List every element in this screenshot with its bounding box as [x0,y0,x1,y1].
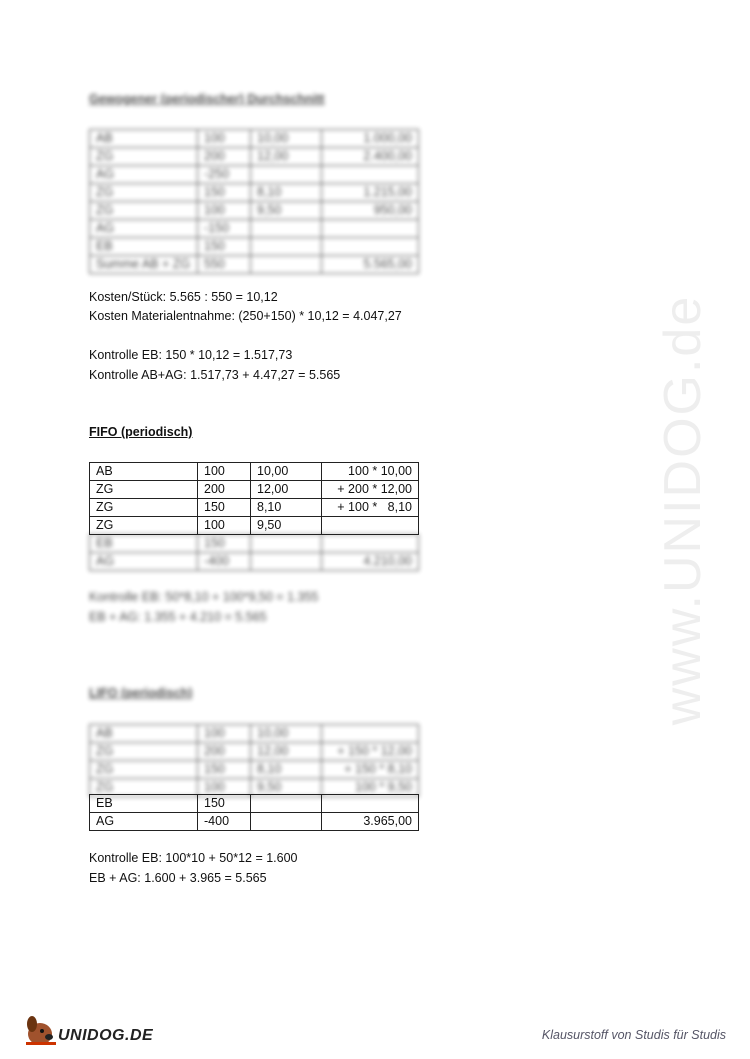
cell-label: AB [90,130,198,148]
cell-quantity: 100 [198,202,251,220]
table-row [90,761,419,779]
cell-label: ZG [90,761,198,779]
text-fifo-eb-ag: EB + AG: 1.355 + 4.210 = 5.565 [89,610,267,624]
cell-quantity: 150 [198,499,251,517]
cell-amount: + 100 * 8,10 [322,499,419,517]
table-lifo-blurred [89,724,419,797]
footer-tagline: Klausurstoff von Studis für Studis [541,1028,726,1042]
table-row [90,725,419,743]
cell-price [251,795,322,813]
cell-amount: 3.965,00 [322,813,419,831]
cell-label: ZG [90,517,198,535]
cell-amount: 5.565,00 [322,256,419,274]
cell-quantity: -150 [198,220,251,238]
table-row [90,535,419,553]
cell-price: 10,00 [251,130,322,148]
cell-quantity: 150 [198,795,251,813]
cell-amount [322,795,419,813]
cell-quantity: 200 [198,481,251,499]
cell-price: 12,00 [251,743,322,761]
cell-label: ZG [90,743,198,761]
cell-label: ZG [90,779,198,797]
text-fifo-kontrolle-eb: Kontrolle EB: 50*8,10 + 100*9,50 = 1.355 [89,590,319,604]
table-row [90,238,419,256]
table-row [90,148,419,166]
watermark-text: www.UNIDOG.de [654,294,712,726]
cell-label: AG [90,220,198,238]
cell-quantity: 200 [198,148,251,166]
cell-label: EB [90,535,198,553]
cell-price: 9,50 [251,202,322,220]
cell-label: Summe AB + ZG [90,256,198,274]
cell-amount: 4.210,00 [322,553,419,571]
cell-amount [322,517,419,535]
cell-label: ZG [90,481,198,499]
cell-price: 9,50 [251,779,322,797]
cell-quantity: 550 [198,256,251,274]
cell-amount: + 150 * 8,10 [322,761,419,779]
table-row [90,499,419,517]
cell-label: AB [90,725,198,743]
cell-label: AB [90,463,198,481]
cell-price: 10,00 [251,463,322,481]
cell-price: 8,10 [251,184,322,202]
cell-amount: 100 * 9,50 [322,779,419,797]
logo-text: UNIDOG.DE [58,1027,154,1044]
table-row [90,463,419,481]
cell-amount: 2.400,00 [322,148,419,166]
cell-price: 8,10 [251,761,322,779]
cell-price [251,256,322,274]
table-fifo [89,462,419,535]
cell-quantity: 100 [198,517,251,535]
cell-quantity: 150 [198,761,251,779]
table-row [90,813,419,831]
cell-label: AG [90,813,198,831]
section-title-fifo: FIFO (periodisch) [89,425,193,439]
cell-quantity: 150 [198,535,251,553]
text-lifo-kontrolle-eb: Kontrolle EB: 100*10 + 50*12 = 1.600 [89,851,298,865]
cell-amount: 950,00 [322,202,419,220]
table-lifo [89,794,419,831]
text-lifo-eb-ag: EB + AG: 1.600 + 3.965 = 5.565 [89,871,267,885]
cell-quantity: 100 [198,779,251,797]
cell-label: ZG [90,184,198,202]
cell-quantity: -250 [198,166,251,184]
section-title-durchschnitt: Gewogener (periodischer) Durchschnitt [89,92,325,106]
table-fifo-blurred [89,534,419,571]
cell-price: 8,10 [251,499,322,517]
table-row [90,220,419,238]
text-kontrolle-eb: Kontrolle EB: 150 * 10,12 = 1.517,73 [89,348,293,362]
cell-price [251,813,322,831]
cell-amount [322,725,419,743]
cell-quantity: 100 [198,463,251,481]
cell-label: EB [90,795,198,813]
text-kontrolle-ab-ag: Kontrolle AB+AG: 1.517,73 + 4.47,27 = 5.565 [89,368,341,382]
cell-price [251,535,322,553]
cell-amount [322,535,419,553]
cell-price: 9,50 [251,517,322,535]
cell-label: AG [90,553,198,571]
cell-quantity: 100 [198,725,251,743]
cell-price [251,166,322,184]
table-row [90,517,419,535]
cell-label: ZG [90,499,198,517]
text-kosten-materialentnahme: Kosten Materialentnahme: (250+150) * 10,12 = 4.047,27 [89,309,402,323]
table-row [90,553,419,571]
cell-price: 10,00 [251,725,322,743]
cell-quantity: 150 [198,184,251,202]
cell-price: 12,00 [251,481,322,499]
table-row [90,743,419,761]
table-row [90,256,419,274]
cell-amount [322,220,419,238]
table-row [90,481,419,499]
table-row [90,166,419,184]
cell-amount: 1.215,00 [322,184,419,202]
cell-amount: 1.000,00 [322,130,419,148]
cell-amount: + 150 * 12,00 [322,743,419,761]
cell-quantity: 150 [198,238,251,256]
cell-price [251,220,322,238]
cell-label: AG [90,166,198,184]
table-row [90,184,419,202]
cell-amount: + 200 * 12,00 [322,481,419,499]
cell-quantity: 100 [198,130,251,148]
text-kosten-stueck: Kosten/Stück: 5.565 : 550 = 10,12 [89,290,278,304]
cell-quantity: -400 [198,553,251,571]
table-row [90,795,419,813]
table-durchschnitt [89,129,419,274]
section-title-lifo: LIFO (periodisch) [89,686,193,700]
cell-quantity: -400 [198,813,251,831]
cell-price [251,238,322,256]
cell-amount [322,238,419,256]
cell-label: ZG [90,148,198,166]
cell-price [251,553,322,571]
cell-label: ZG [90,202,198,220]
table-row [90,202,419,220]
cell-quantity: 200 [198,743,251,761]
table-row [90,130,419,148]
cell-price: 12,00 [251,148,322,166]
cell-label: EB [90,238,198,256]
cell-amount: 100 * 10,00 [322,463,419,481]
cell-amount [322,166,419,184]
